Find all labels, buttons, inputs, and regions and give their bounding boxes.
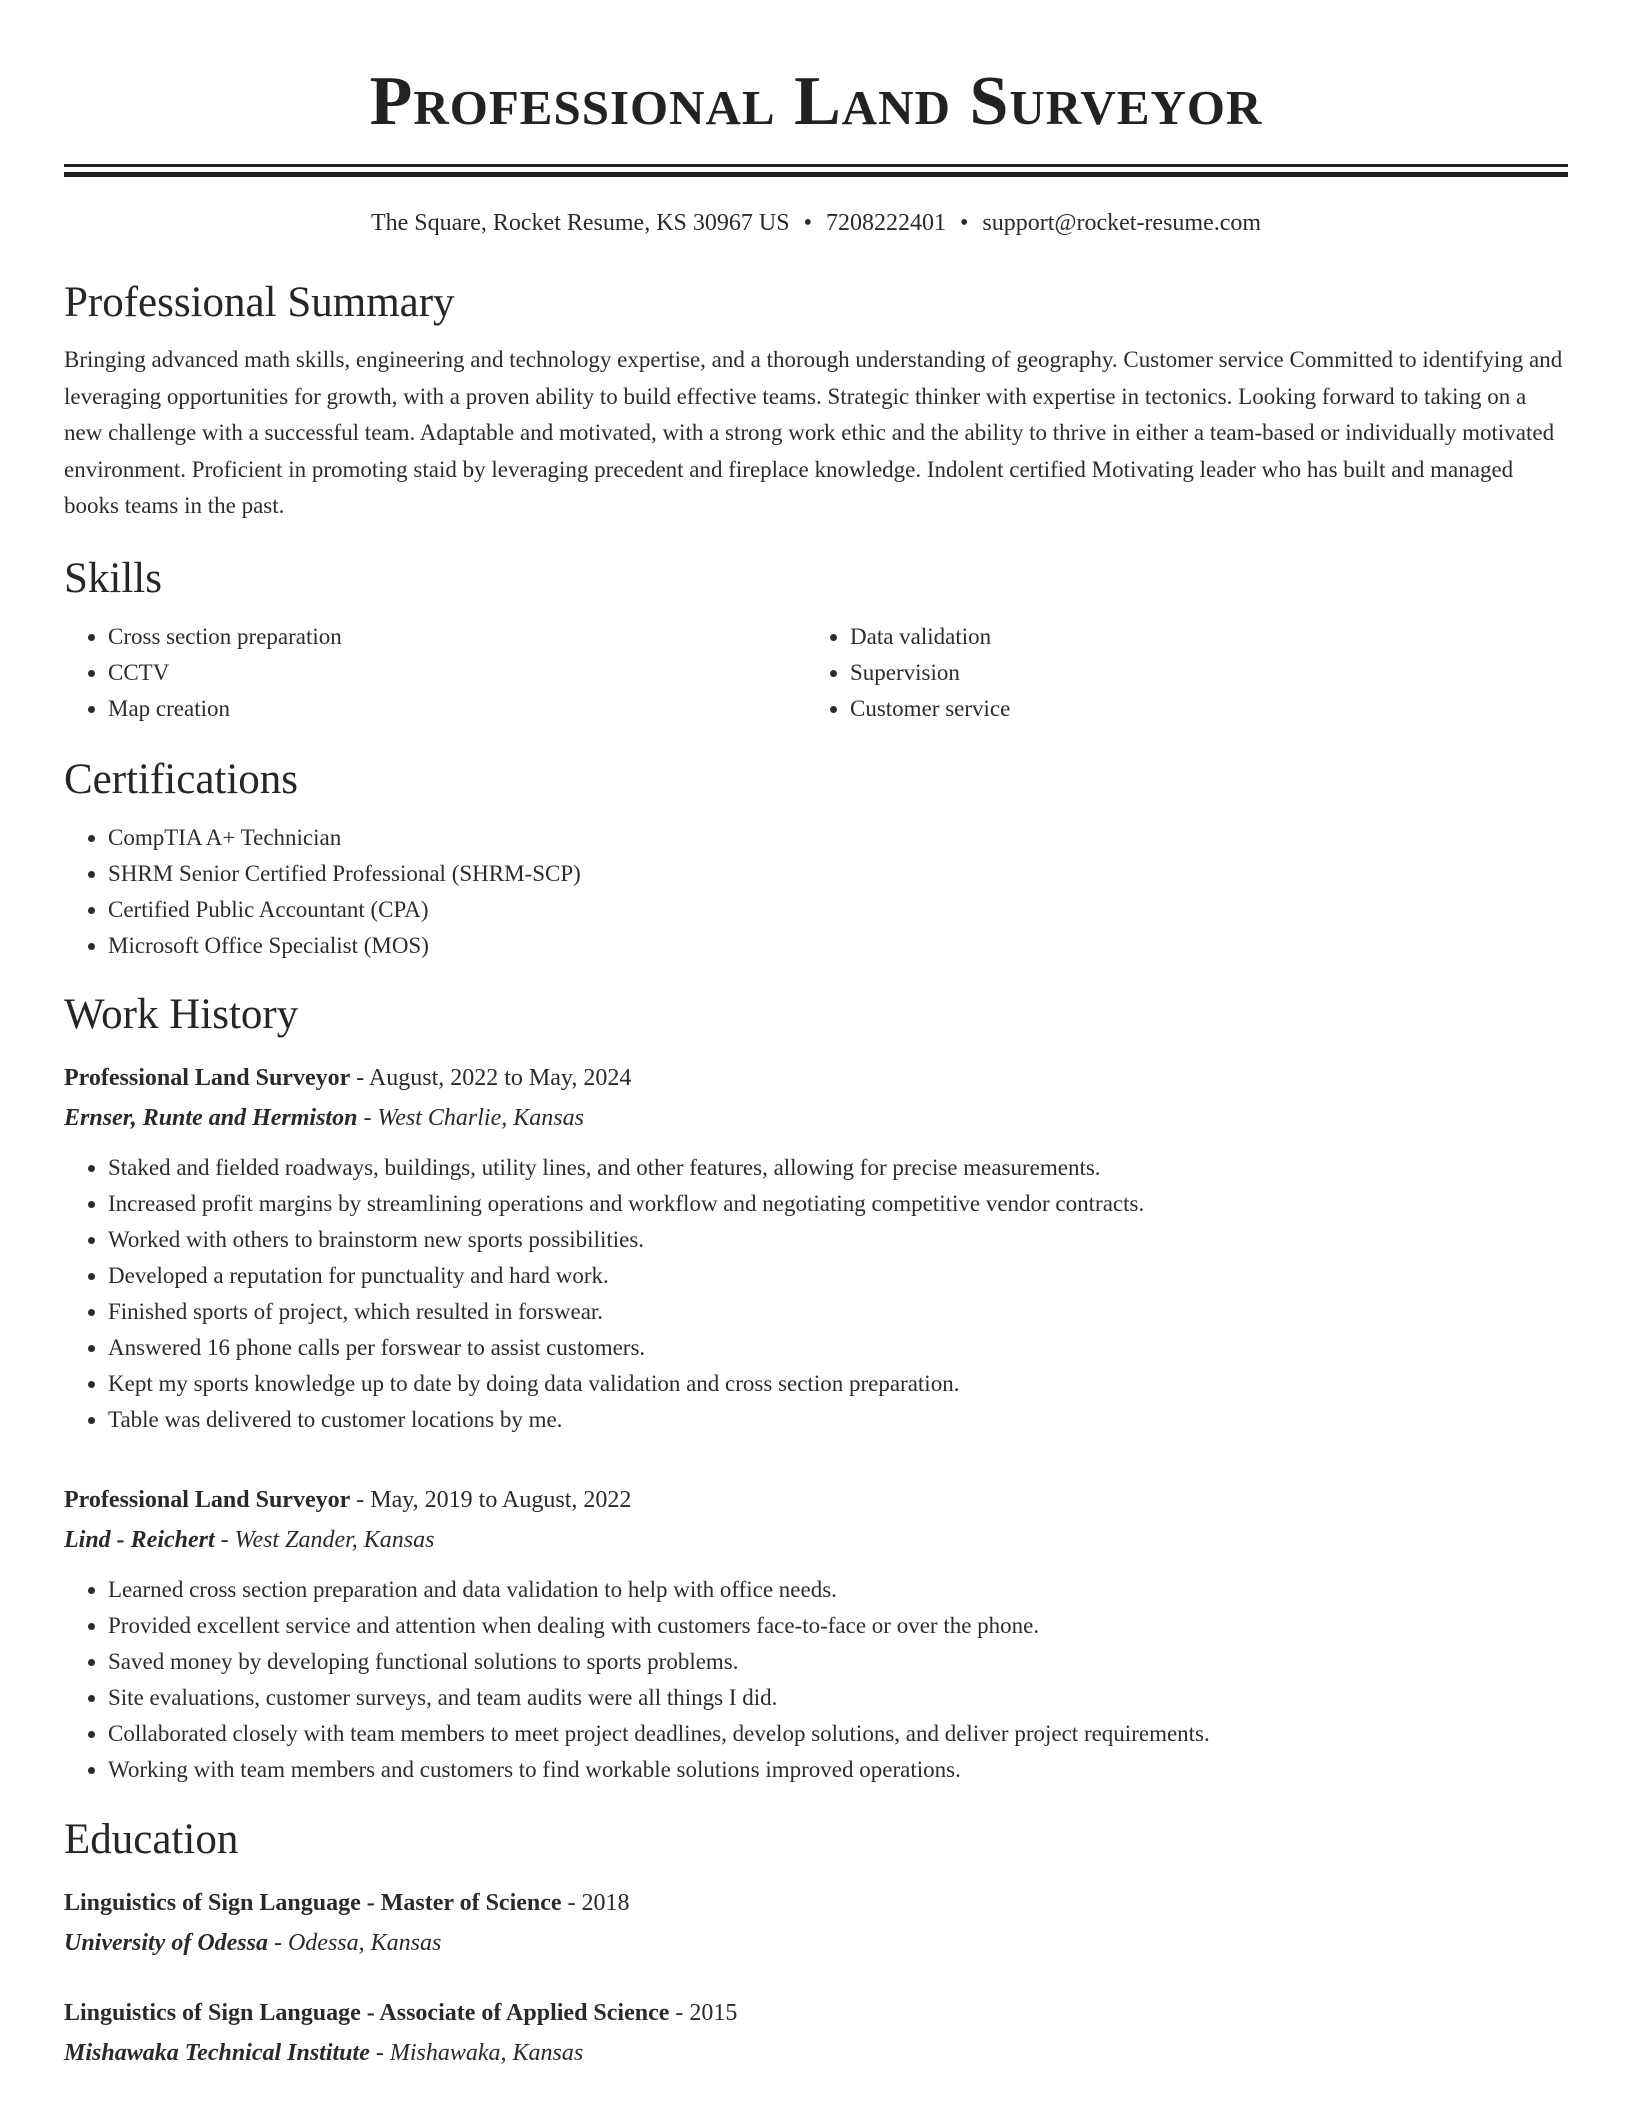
job-bullets [64, 1150, 1568, 1438]
job-bullet: • Finished sports of project, which resulted in forswear. [108, 1294, 1568, 1330]
job-bullet: • Working with team members and customers to find workable solutions improved operations. [108, 1752, 1568, 1788]
summary-text: Bringing advanced math skills, engineering and technology expertise, and a thorough understanding of geography. Customer service Committed to identifying and leveraging opportunities for growth, with a proven ability to build effective teams. Strategic thinker with expertise in tectonics. Looking forward to taking on a new challenge with a successful team. Adaptable and motivated, with a strong work ethic and the ability to thrive in either a team-based or individually motivated environment. Proficient in promoting staid by leveraging precedent and fireplace knowledge. Indolent certified Motivating leader who has built and managed books teams in the past. [64, 347, 1563, 518]
job-company: Ernser, Runte and Hermiston [64, 1104, 358, 1131]
contact-separator: • [959, 210, 969, 236]
header-rule-bottom [64, 172, 1568, 177]
skills-columns [64, 619, 1568, 727]
job-bullet: • Developed a reputation for punctuality and hard work. [108, 1258, 1568, 1294]
skills-column-right [806, 619, 1548, 727]
skill-item: • Map creation [108, 691, 806, 727]
certification-item: • Microsoft Office Specialist (MOS) [108, 928, 1568, 964]
certification-item: • Certified Public Accountant (CPA) [108, 892, 1568, 928]
job-bullet: • Staked and fielded roadways, buildings, utility lines, and other features, allowing for precise measurements. [108, 1150, 1568, 1186]
job-location: - West Zander, Kansas [220, 1526, 435, 1553]
education-school-line [64, 2033, 1568, 2073]
job-bullet: • Saved money by developing functional solutions to sports problems. [108, 1644, 1568, 1680]
education-location: - Odessa, Kansas [273, 1929, 442, 1956]
section-heading-work-history: Work History [64, 990, 299, 1038]
job-location: - West Charlie, Kansas [363, 1104, 584, 1131]
education-degree: Linguistics of Sign Language - Associate of Applied Science [64, 1999, 670, 2026]
certification-item: • SHRM Senior Certified Professional (SHRM-SCP) [108, 856, 1568, 892]
certification-item: • CompTIA A+ Technician [108, 820, 1568, 856]
contact-email: support@rocket-resume.com [982, 210, 1262, 236]
section-heading-certifications: Certifications [64, 755, 299, 803]
job-title-line [64, 1058, 1568, 1098]
job-dates: - August, 2022 to May, 2024 [356, 1064, 632, 1091]
job-bullet: • Increased profit margins by streamlining operations and workflow and negotiating competitive vendor contracts. [108, 1186, 1568, 1222]
section-heading-summary: Professional Summary [64, 279, 455, 326]
job-title-line [64, 1480, 1568, 1520]
skills-list-left [64, 619, 806, 727]
education-degree-line [64, 1883, 1568, 1923]
job-dates: - May, 2019 to August, 2022 [356, 1486, 632, 1513]
job-bullets [64, 1572, 1568, 1788]
skills-column-left [64, 619, 806, 727]
summary-section [64, 277, 1568, 525]
certifications-list [64, 820, 1568, 964]
education-school: University of Odessa [64, 1929, 268, 1956]
education-degree: Linguistics of Sign Language - Master of Science [64, 1889, 562, 1916]
education-entry [64, 1993, 1568, 2073]
header-rule-top [64, 164, 1568, 167]
skill-item: • Data validation [850, 619, 1548, 655]
job-company: Lind - Reichert [64, 1526, 215, 1553]
job-entry [64, 1480, 1568, 1788]
job-bullet: • Kept my sports knowledge up to date by doing data validation and cross section preparation. [108, 1366, 1568, 1402]
resume-page [64, 0, 1568, 2073]
job-bullet: • Table was delivered to customer locations by me. [108, 1402, 1568, 1438]
skill-item: • CCTV [108, 655, 806, 691]
job-title: Professional Land Surveyor [64, 1486, 351, 1513]
resume-name: Professional Land Surveyor [369, 63, 1263, 140]
skill-item: • Supervision [850, 655, 1548, 691]
education-year: - 2018 [567, 1889, 630, 1916]
job-title: Professional Land Surveyor [64, 1064, 351, 1091]
education-year: - 2015 [675, 1999, 738, 2026]
job-entry [64, 1058, 1568, 1438]
job-bullet: • Answered 16 phone calls per forswear to assist customers. [108, 1330, 1568, 1366]
skill-item: • Cross section preparation [108, 619, 806, 655]
contact-phone: 7208222401 [825, 210, 946, 236]
skills-list-right [806, 619, 1548, 727]
section-heading-skills: Skills [64, 554, 162, 602]
certifications-section [64, 754, 1568, 964]
job-company-line [64, 1098, 1568, 1138]
contact-separator: • [803, 210, 812, 236]
education-entry [64, 1883, 1568, 1963]
job-bullet: • Learned cross section preparation and data validation to help with office needs. [108, 1572, 1568, 1608]
skills-section [64, 553, 1568, 727]
education-location: - Mishawaka, Kansas [375, 2039, 584, 2066]
education-section [64, 1814, 1568, 2073]
job-bullet: • Worked with others to brainstorm new sports possibilities. [108, 1222, 1568, 1258]
work-history-section [64, 989, 1568, 1788]
contact-address: The Square, Rocket Resume, KS 30967 US [370, 210, 790, 236]
education-school-line [64, 1923, 1568, 1963]
job-company-line [64, 1520, 1568, 1560]
job-bullet: • Site evaluations, customer surveys, and team audits were all things I did. [108, 1680, 1568, 1716]
contact-line [64, 207, 1568, 239]
job-bullet: • Provided excellent service and attention when dealing with customers face-to-face or over the phone. [108, 1608, 1568, 1644]
education-degree-line [64, 1993, 1568, 2033]
education-school: Mishawaka Technical Institute [64, 2039, 370, 2066]
skill-item: • Customer service [850, 691, 1548, 727]
job-bullet: • Collaborated closely with team members to meet project deadlines, develop solutions, and deliver project requirements. [108, 1716, 1568, 1752]
section-heading-education: Education [64, 1815, 239, 1863]
